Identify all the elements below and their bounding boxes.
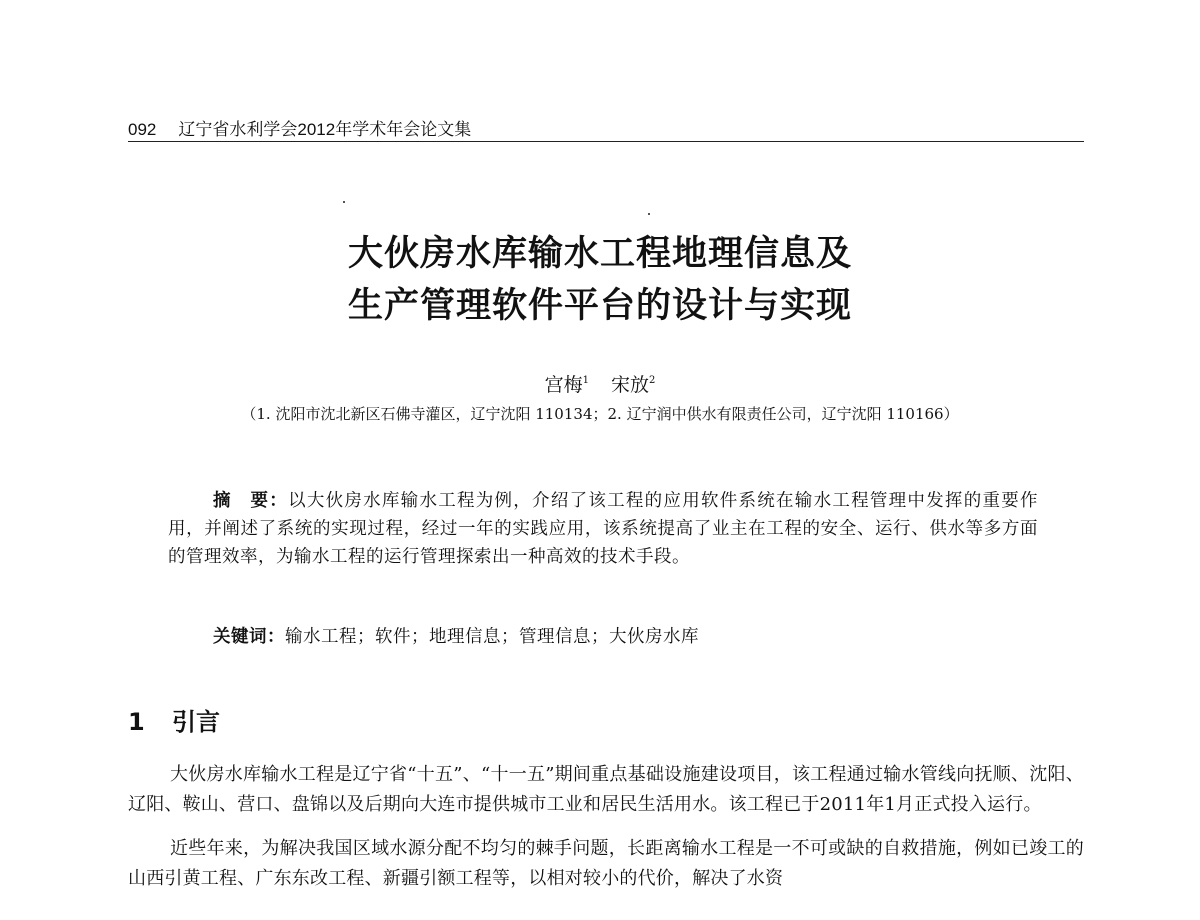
keywords: [213, 623, 1033, 651]
paper-title-line-2: 生产管理软件平台的设计与实现: [347, 286, 852, 326]
running-header: [128, 118, 1084, 142]
section-heading: [128, 706, 220, 738]
abstract-text: 以大伙房水库输水工程为例，介绍了该工程的应用软件系统在输水工程管理中发挥的重要作用，并阐述了系统的实现过程，经过一年的实践应用，该系统提高了业主在工程的安全、运行、供水等多方面的管理效率，为输水工程的运行管理探索出一种高效的技术手段。: [168, 491, 1039, 567]
section-title: 引言: [172, 708, 220, 736]
author-name: 宫梅: [544, 374, 583, 396]
keywords-label: 关键词：: [213, 627, 285, 647]
abstract: [168, 487, 1038, 571]
body-paragraph: 大伙房水库输水工程是辽宁省“十五”、“十一五”期间重点基础设施建设项目，该工程通过输水管线向抚顺、沈阳、辽阳、鞍山、营口、盘锦以及后期向大连市提供城市工业和居民生活用水。该工程已于2011年1月正式投入运行。: [128, 764, 1084, 815]
author-affiliation-mark: 1: [582, 375, 589, 386]
header-rule: [128, 141, 1084, 142]
keywords-text: 输水工程；软件；地理信息；管理信息；大伙房水库: [285, 627, 699, 647]
scan-speck: [343, 201, 345, 203]
author-affiliation-mark: 2: [649, 375, 656, 386]
body-paragraph: 近些年来，为解决我国区域水源分配不均匀的棘手问题，长距离输水工程是一不可或缺的自救措施，例如已竣工的山西引黄工程、广东东改工程、新疆引额工程等，以相对较小的代价，解决了水资: [128, 838, 1084, 889]
paper-title-line-1: 大伙房水库输水工程地理信息及: [347, 234, 852, 274]
abstract-label: 摘 要：: [213, 491, 289, 511]
author-list: [100, 368, 1100, 398]
affiliations: （1. 沈阳市沈北新区石佛寺灌区，辽宁沈阳 110134；2. 辽宁润中供水有限责任公司，辽宁沈阳 110166）: [241, 405, 959, 423]
author-name: 宋放: [611, 374, 650, 396]
page-number: 092: [128, 120, 157, 139]
scan-speck: [648, 213, 650, 215]
section-number: 1: [128, 708, 145, 736]
journal-title: 辽宁省水利学会2012年学术年会论文集: [178, 120, 472, 139]
